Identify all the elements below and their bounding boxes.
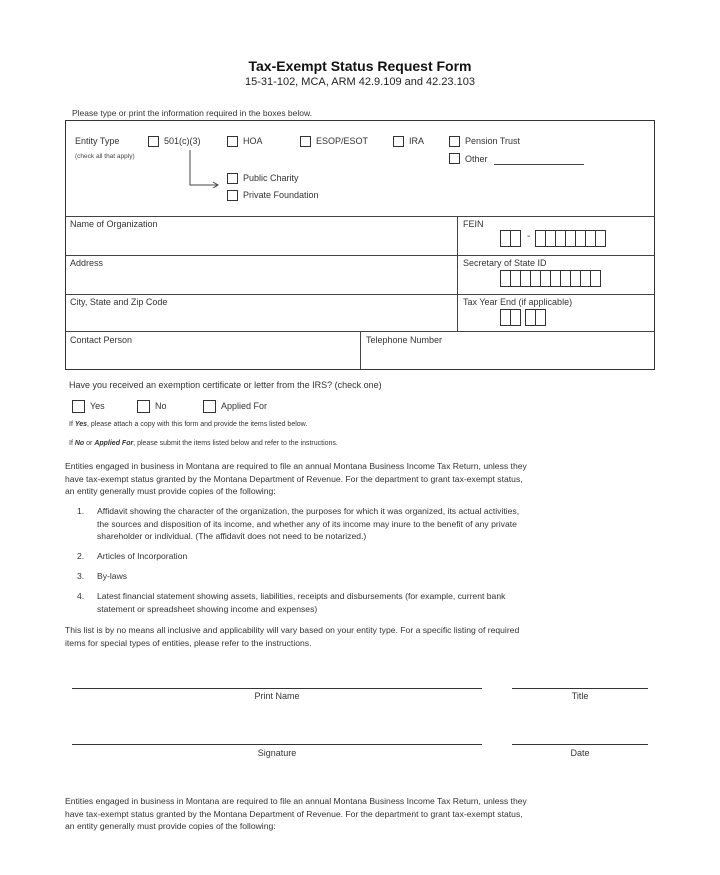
option-other-label: Other [465,154,488,164]
signature-line[interactable] [72,744,482,745]
checkbox-yes[interactable] [72,400,85,413]
irs-exemption-question: Have you received an exemption certificate or letter from the IRS? (check one) [69,380,382,390]
address-label: Address [70,258,104,268]
title-line[interactable] [512,688,648,689]
checkbox-no[interactable] [137,400,150,413]
requirement-item-text: Latest financial statement showing assets, liabilities, receipts and disbursements (for example, current bank statement or spreadsheet showing income and expenses) [97,591,506,614]
requirements-closing: This list is by no means all inclusive and applicability will vary based on your entity type. For a specific listing of required items for special types of entities, please refer to the instructions. [65,625,520,648]
contact-person-field[interactable] [67,333,358,368]
print-name-label: Print Name [254,691,300,701]
if-yes-note: If Yes, please attach a copy with this form and provide the items listed below. [69,421,308,428]
checkbox-esop-esot[interactable] [300,136,311,147]
date-label: Date [570,748,590,758]
other-write-in-line[interactable] [494,164,584,165]
checkbox-other[interactable] [449,153,460,164]
organization-name-label: Name of Organization [70,219,158,229]
column-divider [457,216,458,331]
no-label: No [155,401,167,411]
option-pension-trust-label: Pension Trust [465,136,521,146]
sos-id-boxes[interactable] [500,270,600,287]
footer-paragraph: Entities engaged in business in Montana are required to file an annual Montana Business Income Tax Return, unless they have tax-exempt status granted by the Montana Department of Revenue. For the department to grant tax-exempt status, an entity generally must provide copies of the following: [65,796,527,831]
entity-type-label: Entity Type [75,136,120,146]
checkbox-pension-trust[interactable] [449,136,460,147]
sos-id-label: Secretary of State ID [463,258,547,268]
yes-label: Yes [90,401,105,411]
title-label: Title [571,691,589,701]
telephone-field[interactable] [362,333,652,368]
entity-type-hint: (check all that apply) [75,153,135,160]
telephone-label: Telephone Number [366,335,443,345]
city-state-zip-label: City, State and Zip Code [70,297,168,307]
applied-for-label: Applied For [221,401,268,411]
option-ira-label: IRA [409,136,425,146]
fein-dash: - [527,231,531,242]
requirement-item: 3. [77,571,85,581]
fein-prefix-boxes[interactable] [500,230,520,247]
option-private-foundation-label: Private Foundation [243,190,319,200]
form-instruction: Please type or print the information required in the boxes below. [72,108,313,118]
fein-suffix-boxes[interactable] [535,230,605,247]
checkbox-public-charity[interactable] [227,173,238,184]
option-hoa-label: HOA [243,136,263,146]
organization-name-field[interactable] [67,217,455,254]
print-name-line[interactable] [72,688,482,689]
requirement-item: 2. [77,551,85,561]
checkbox-private-foundation[interactable] [227,190,238,201]
requirement-item: 4. [77,591,85,601]
info-form-box [65,120,655,370]
if-no-note: If No or Applied For, please submit the items listed below and refer to the instructions. [69,440,338,447]
contact-person-label: Contact Person [70,335,133,345]
connector-arrow-icon [184,148,226,188]
requirements-intro: Entities engaged in business in Montana are required to file an annual Montana Business Income Tax Return, unless they have tax-exempt status granted by the Montana Department of Revenue. For the department to grant tax-exempt status, an entity generally must provide copies of the following: [65,461,527,496]
checkbox-ira[interactable] [393,136,404,147]
tax-year-end-label: Tax Year End (if applicable) [463,297,573,307]
column-divider [360,331,361,369]
option-esop-esot-label: ESOP/ESOT [316,136,369,146]
requirement-item-text: By-laws [97,571,128,581]
option-501c3-label: 501(c)(3) [164,136,201,146]
option-public-charity-label: Public Charity [243,173,299,183]
form-title: Tax-Exempt Status Request Form [248,58,472,74]
checkbox-hoa[interactable] [227,136,238,147]
checkbox-applied-for[interactable] [203,400,216,413]
requirement-item-text: Affidavit showing the character of the organization, the purposes for which it was organized, its actual activities, the sources and disposition of its income, and whether any of its income may inure to the benefit of any private shareholder or individual. (The affidavit does not need to be notarized.) [97,506,520,541]
requirement-item: 1. [77,506,85,516]
tax-year-end-boxes[interactable] [500,309,545,326]
checkbox-501c3[interactable] [148,136,159,147]
address-field[interactable] [67,256,455,293]
requirement-item-text: Articles of Incorporation [97,551,188,561]
city-state-zip-field[interactable] [67,295,455,330]
fein-label: FEIN [463,219,484,229]
signature-label: Signature [257,748,297,758]
date-line[interactable] [512,744,648,745]
form-subtitle: 15-31-102, MCA, ARM 42.9.109 and 42.23.103 [245,76,475,88]
